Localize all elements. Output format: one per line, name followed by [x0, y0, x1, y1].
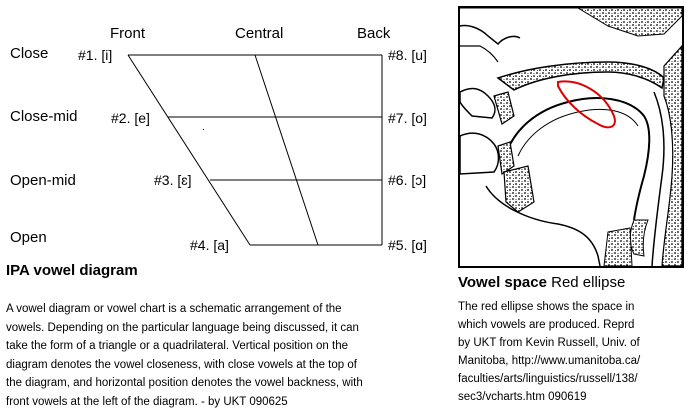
figure-caption-text — [458, 298, 640, 406]
row-close-mid-label: Close-mid — [10, 108, 78, 125]
vowel-3-label: #3. [ɛ] — [154, 172, 192, 188]
description-line: take the form of a triangle or a quadrilateral. Vertical position on the — [6, 340, 349, 353]
vowel-5-label: #5. [ɑ] — [388, 237, 427, 253]
diagram-description — [6, 300, 446, 412]
figure-caption-title — [458, 274, 625, 291]
caption-line: by UKT from Kevin Russell, Univ. of — [458, 337, 640, 349]
central-line — [255, 55, 318, 245]
diagram-title: IPA vowel diagram — [6, 262, 138, 279]
description-line: vowels. Depending on the particular language being discussed, it can — [6, 321, 359, 334]
caption-line: Manitoba, http://www.umanitoba.ca/ — [458, 355, 641, 367]
row-open-mid-label: Open-mid — [10, 172, 76, 189]
vowel-6-label: #6. [ɔ] — [388, 172, 427, 188]
row-open-label: Open — [10, 229, 47, 246]
vowel-1-label: #1. [i] — [78, 47, 113, 63]
caption-line: which vowels are produced. Reprd — [458, 319, 635, 331]
vowel-2-label: #2. [e] — [111, 110, 150, 126]
vowel-7-label: #7. [o] — [388, 110, 427, 126]
caption-line: The red ellipse shows the space in — [458, 301, 635, 313]
larynx — [604, 228, 632, 266]
description-line: A vowel diagram or vowel chart is a schematic arrangement of the — [6, 303, 342, 315]
stray-dot — [203, 129, 204, 130]
column-front-label: Front — [110, 25, 146, 42]
front-edge-line — [128, 55, 250, 245]
column-central-label: Central — [235, 25, 284, 42]
description-line: front vowels at the left of the diagram. - by UKT 090625 — [6, 395, 288, 408]
caption-line: faculties/arts/linguistics/russell/138/ — [458, 373, 638, 385]
caption-line: sec3/vcharts.htm 090619 — [458, 391, 587, 403]
vowel-4-label: #4. [a] — [190, 237, 229, 253]
figure-caption-bold: Vowel space — [458, 274, 547, 291]
row-close-label: Close — [10, 45, 49, 62]
description-line: diagram denotes the vowel closeness, with close vowels at the top of — [6, 358, 357, 371]
description-line: the diagram, and horizontal position denotes the vowel backness, with — [6, 377, 363, 390]
vowel-8-label: #8. [u] — [388, 47, 427, 63]
figure-caption-rest: Red ellipse — [546, 274, 626, 291]
column-back-label: Back — [357, 25, 391, 42]
vocal-tract-figure — [458, 6, 684, 268]
